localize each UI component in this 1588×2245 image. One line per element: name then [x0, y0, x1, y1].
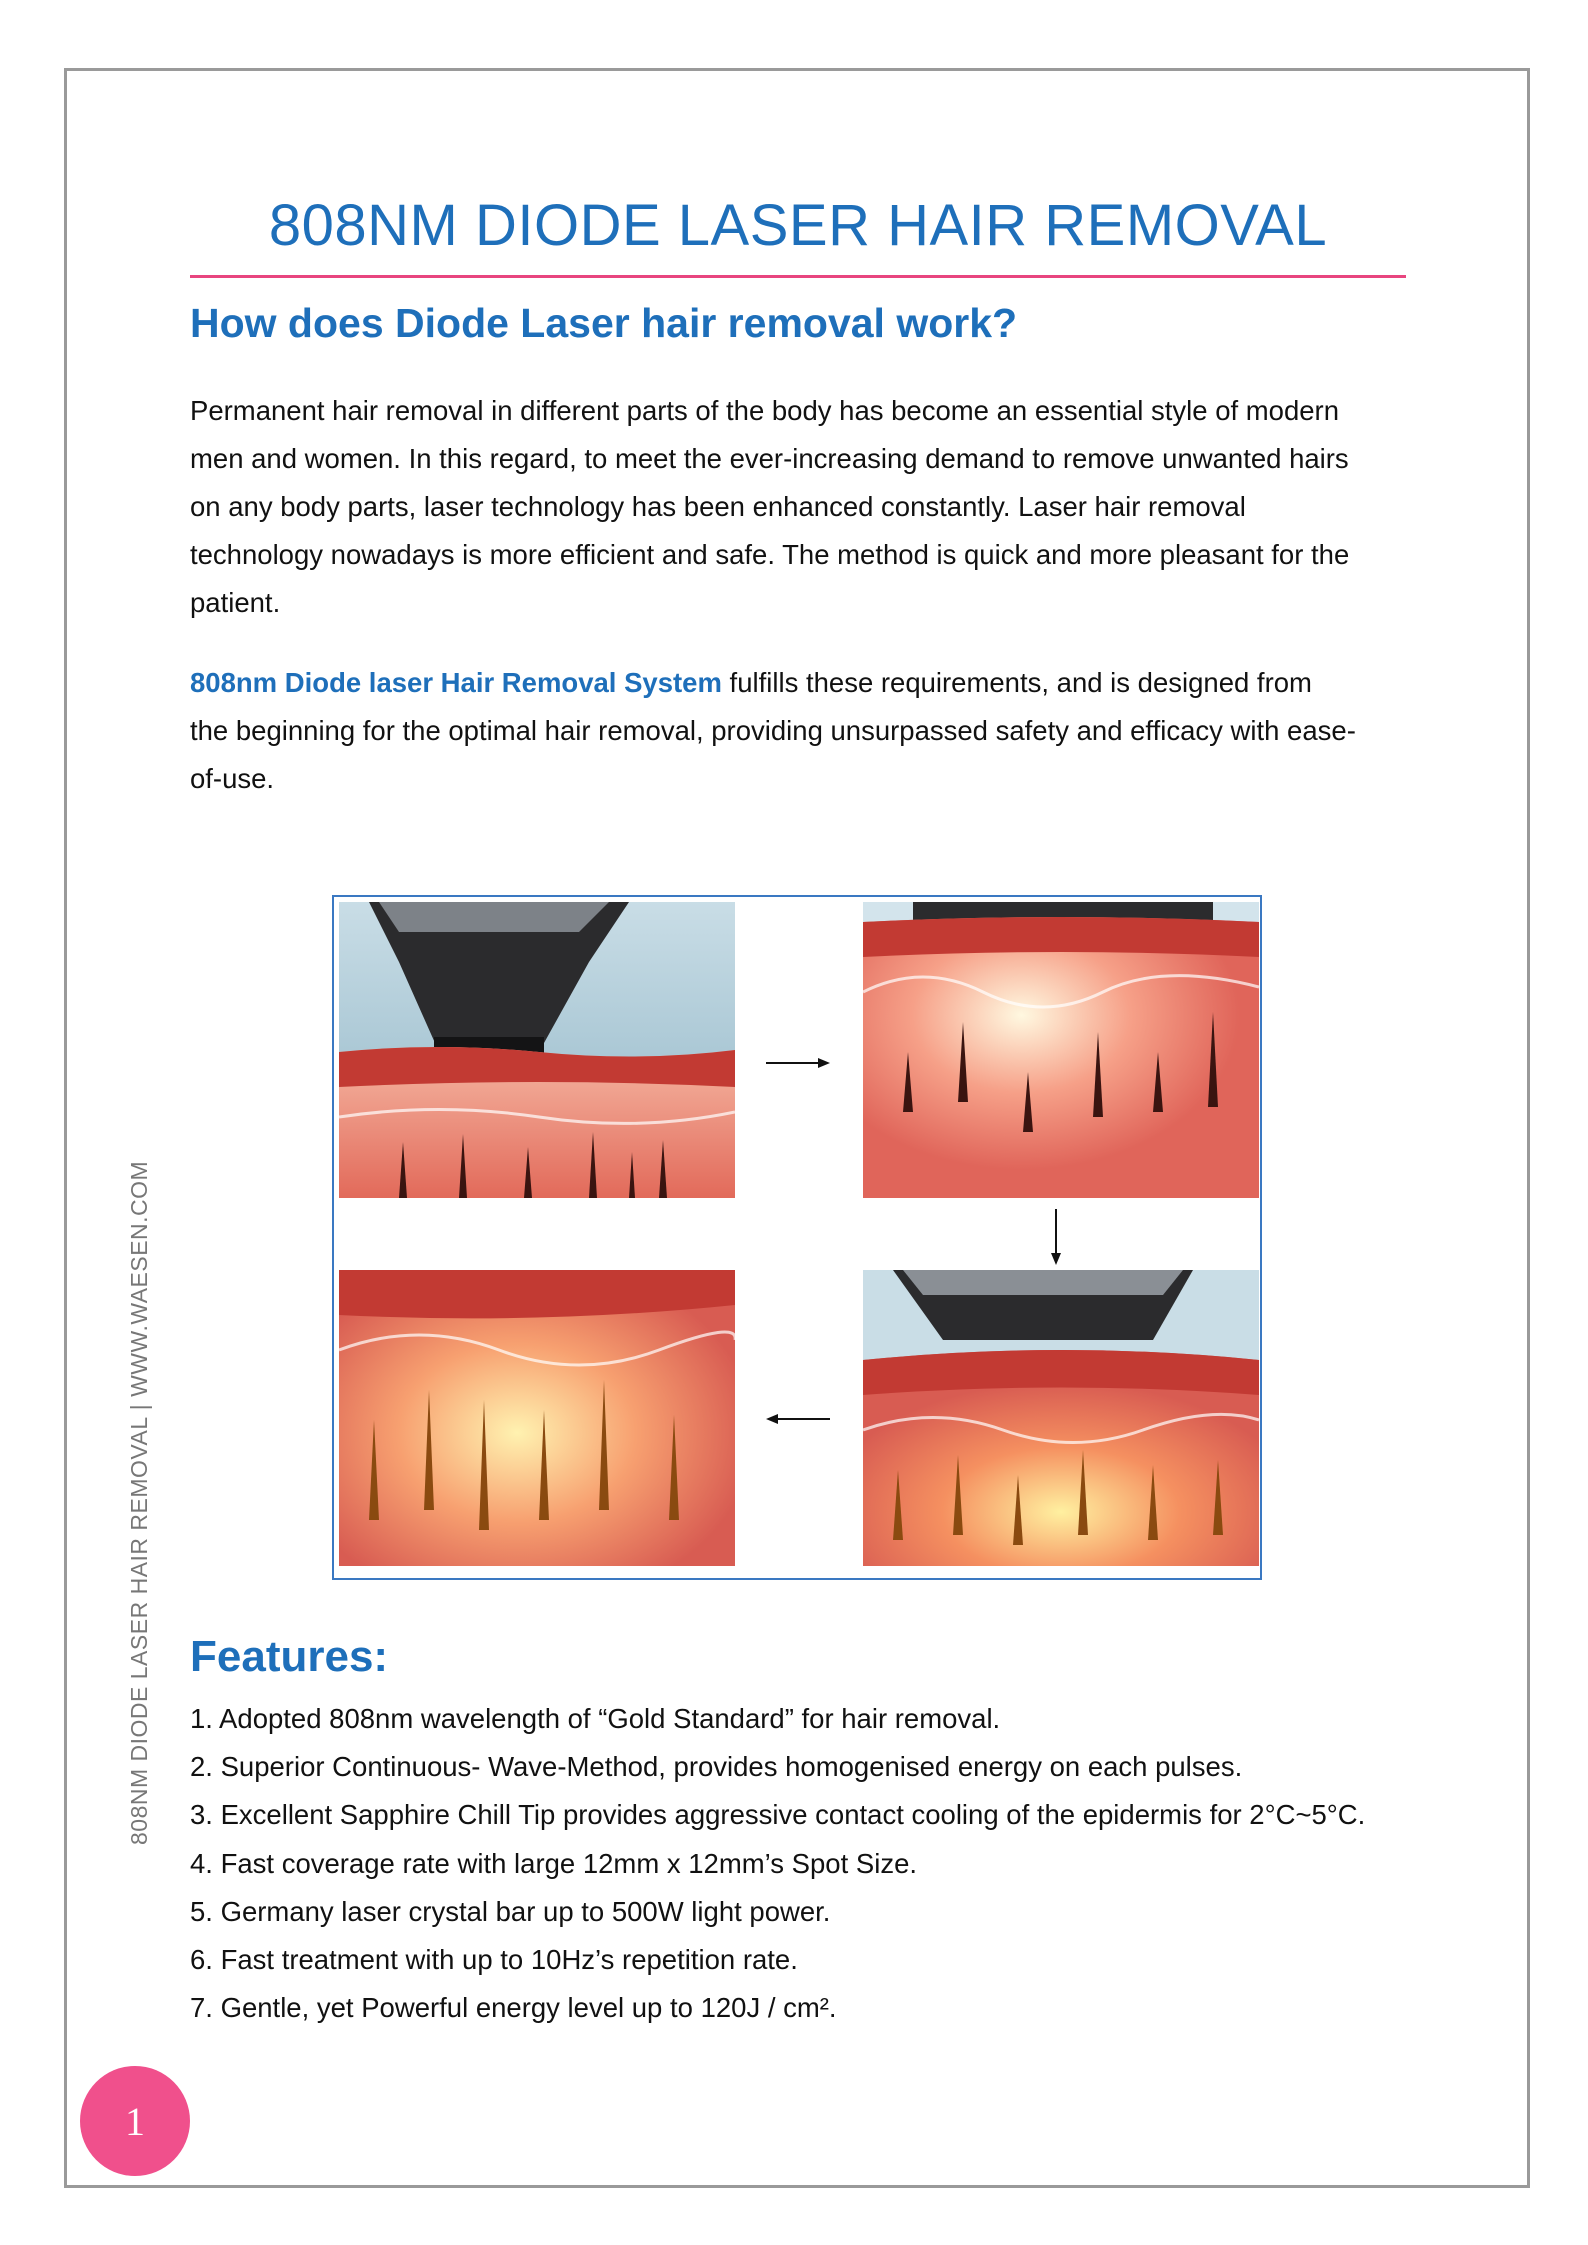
system-line: of-use. — [190, 763, 275, 794]
intro-line: patient. — [190, 587, 281, 618]
laser-process-figure — [332, 895, 1262, 1580]
panel-cooling-contact — [863, 1270, 1259, 1566]
system-paragraph — [190, 659, 1415, 803]
intro-line: Permanent hair removal in different parts of the body has become an essential style of modern — [190, 395, 1340, 426]
panel-laser-heating — [863, 902, 1259, 1198]
intro-line: men and women. In this regard, to meet the ever-increasing demand to remove unwanted hairs — [190, 443, 1349, 474]
system-text: fulfills these requirements, and is designed from — [721, 667, 1312, 698]
feature-item: 2. Superior Continuous- Wave-Method, provides homogenised energy on each pulses. — [190, 1751, 1243, 1783]
intro-paragraph — [190, 387, 1415, 627]
page-number-badge: 1 — [80, 2066, 190, 2176]
feature-item: 7. Gentle, yet Powerful energy level up to 120J / cm². — [190, 1992, 837, 2024]
page-title: 808NM DIODE LASER HAIR REMOVAL — [268, 193, 1328, 258]
feature-item: 1. Adopted 808nm wavelength of “Gold Standard” for hair removal. — [190, 1703, 1001, 1734]
system-line — [190, 659, 1415, 707]
feature-item: 5. Germany laser crystal bar up to 500W light power. — [190, 1895, 831, 1927]
arrow-right-icon — [766, 1057, 830, 1069]
intro-line: technology nowadays is more efficient and safe. The method is quick and more pleasant for the — [190, 539, 1350, 570]
arrow-down-icon — [1050, 1209, 1062, 1265]
feature-item: 6. Fast treatment with up to 10Hz’s repetition rate. — [190, 1944, 798, 1976]
features-heading: Features: — [190, 1632, 389, 1681]
intro-line: on any body parts, laser technology has been enhanced constantly. Laser hair removal — [190, 491, 1246, 522]
title-divider — [190, 275, 1406, 278]
system-line: the beginning for the optimal hair removal, providing unsurpassed safety and efficacy with ease- — [190, 715, 1356, 746]
arrow-left-icon — [766, 1413, 830, 1425]
features-list — [190, 1695, 1365, 2032]
sidebar-caption: 808NM DIODE LASER HAIR REMOVAL | WWW.WAESEN.COM — [126, 1160, 152, 1845]
feature-item: 4. Fast coverage rate with large 12mm x 12mm’s Spot Size. — [190, 1847, 918, 1879]
system-lead: 808nm Diode laser Hair Removal System — [190, 667, 722, 698]
feature-item: 3. Excellent Sapphire Chill Tip provides aggressive contact cooling of the epidermis for 2°C~5°C. — [190, 1799, 1366, 1831]
panel-handpiece-approach — [339, 902, 735, 1198]
panel-follicle-destruction — [339, 1270, 735, 1566]
section-heading: How does Diode Laser hair removal work? — [190, 300, 1018, 346]
